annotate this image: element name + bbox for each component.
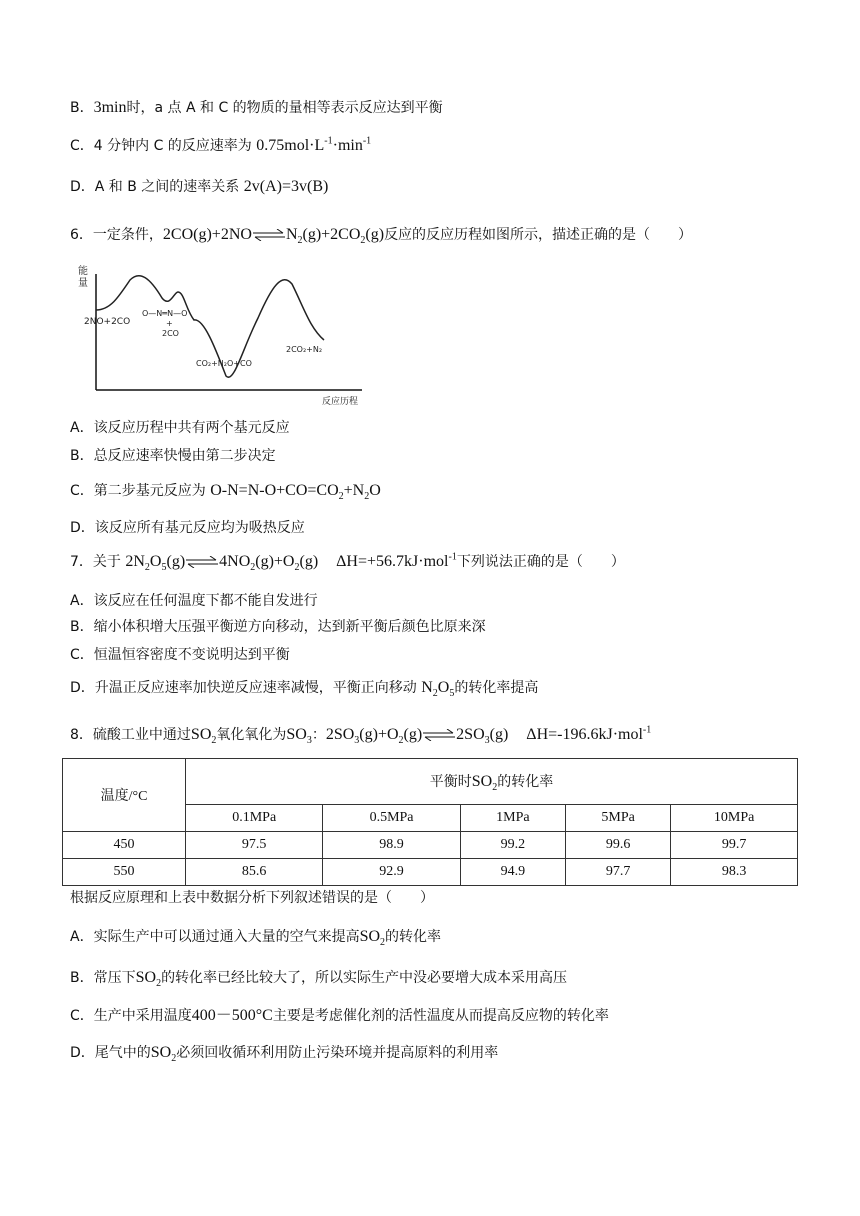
q5-option-d-relation: 2v(A)=3v(B) xyxy=(243,178,329,195)
q8-option-d-suffix: 必须回收循环利用防止污染环境并提高原料的利用率 xyxy=(176,1045,499,1061)
start-state-label: 2NO+2CO xyxy=(84,317,131,327)
q7-option-b: B．缩小体积增大压强平衡逆方向移动，达到新平衡后颜色比原来深 xyxy=(70,619,486,635)
q7d-n: N xyxy=(421,679,433,696)
q6-eq-left: 2CO(g)+2NO xyxy=(162,226,252,243)
q8-option-a-prefix: A．实际生产中可以通过通入大量的空气来提高 xyxy=(70,929,360,945)
q5-option-c-rate xyxy=(256,137,371,154)
q7-option-d-suffix: 的转化率提高 xyxy=(454,680,539,696)
rate-unit-l: 0.75mol·L xyxy=(256,137,325,154)
table-row xyxy=(63,832,798,859)
q5-option-b-text: 时，a 点 A 和 C 的物质的量相等表示反应达到平衡 xyxy=(126,100,443,116)
value-cell: 94.9 xyxy=(460,859,565,886)
q5-option-d-prefix: D．A 和 B 之间的速率关系 xyxy=(70,179,244,195)
so3-text: SO xyxy=(286,726,307,743)
q8-enthalpy: ΔH=-196.6kJ·mol xyxy=(526,726,643,743)
conv-header-sub: 2 xyxy=(492,782,498,794)
q7-eq-f: (g) xyxy=(299,553,319,570)
conversion-table xyxy=(62,758,798,886)
value-cell: 99.7 xyxy=(671,832,798,859)
q8-equation xyxy=(325,724,652,747)
q5-option-d xyxy=(70,177,328,197)
q7-eq-e: (g)+O xyxy=(255,553,295,570)
pressure-header: 0.1MPa xyxy=(186,804,323,831)
q8-eq-d: 2SO xyxy=(456,726,485,743)
temp-cell: 550 xyxy=(63,859,186,886)
value-cell: 98.3 xyxy=(671,859,798,886)
q6-eq-sub: 2 xyxy=(360,235,366,247)
so2-sub: 2 xyxy=(171,1053,177,1065)
equilibrium-arrow-icon xyxy=(186,556,218,568)
q8-option-c-prefix: C．生产中采用温度 xyxy=(70,1008,192,1024)
conv-header-so: SO xyxy=(471,773,493,791)
so2-text: SO xyxy=(359,928,381,945)
rate-unit-min: ·min xyxy=(332,137,363,154)
q6-option-c-prefix: C．第二步基元反应为 xyxy=(70,483,211,499)
table-row xyxy=(63,859,798,886)
q8-option-b xyxy=(70,968,567,988)
q6-option-d: D．该反应所有基元反应均为吸热反应 xyxy=(70,520,305,536)
q7-eq-a: 2N xyxy=(125,553,145,570)
so3-sub: 3 xyxy=(306,735,312,747)
value-cell: 99.2 xyxy=(460,832,565,859)
q8-so2 xyxy=(190,726,217,747)
y-axis-label-2: 量 xyxy=(78,278,88,289)
q7-eq-sub: 5 xyxy=(161,562,167,574)
q8-question: 根据反应原理和上表中数据分析下列叙述错误的是（ ） xyxy=(70,890,434,906)
value-cell: 92.9 xyxy=(323,859,460,886)
temp-cell: 450 xyxy=(63,832,186,859)
q5-option-c-prefix: C．4 分钟内 C 的反应速率为 xyxy=(70,138,257,154)
q8-eq-b: (g)+O xyxy=(359,726,399,743)
y-axis-label-1: 能 xyxy=(78,266,88,277)
q8-eq-e: (g) xyxy=(489,726,509,743)
q8-eq-c: (g) xyxy=(403,726,423,743)
pressure-header: 0.5MPa xyxy=(323,804,460,831)
q6c-part-c: O xyxy=(369,482,381,499)
conv-header-pre: 平衡时 xyxy=(429,775,472,791)
intermediate-label-1: O—N═N—O xyxy=(142,309,188,318)
q6-option-a: A．该反应历程中共有两个基元反应 xyxy=(70,420,290,436)
value-cell: 99.6 xyxy=(566,832,671,859)
q8-eq-sub: 3 xyxy=(484,735,490,747)
q5-option-b-time: 3min xyxy=(93,99,127,116)
q6-question-text: 反应的反应历程如图所示，描述正确的是（ ） xyxy=(384,227,693,243)
q8-colon: ： xyxy=(311,727,326,743)
table-header-row xyxy=(63,759,798,805)
q6-number: 6．一定条件， xyxy=(70,227,163,243)
q7-option-d-prefix: D．升温正反应速率加快逆反应速率减慢，平衡正向移动 xyxy=(70,680,422,696)
q6c-part-b: +N xyxy=(343,482,365,499)
q8-option-d-prefix: D．尾气中的 xyxy=(70,1045,151,1061)
q7-number: 7．关于 xyxy=(70,554,126,570)
q8-option-b-suffix: 的转化率已经比较大了，所以实际生产中没必要增大成本采用高压 xyxy=(161,970,568,986)
so2-sub: 2 xyxy=(156,978,162,990)
q7-option-d-formula xyxy=(421,679,455,700)
q7-eq-d: 4NO xyxy=(219,553,251,570)
q8-option-a xyxy=(70,927,441,947)
q6c-part-a: O-N=N-O+CO=CO xyxy=(210,482,339,499)
value-cell: 98.9 xyxy=(323,832,460,859)
q7-enthalpy: ΔH=+56.7kJ·mol xyxy=(336,553,449,570)
q6-eq-sub: 2 xyxy=(297,235,303,247)
q8-option-d xyxy=(70,1043,498,1063)
q7-eq-c: (g) xyxy=(166,553,186,570)
equilibrium-arrow-icon xyxy=(253,229,285,241)
q7-question-text: 下列说法正确的是（ ） xyxy=(456,554,625,570)
q6c-sub: 2 xyxy=(364,491,370,503)
q6-eq-n: N xyxy=(285,226,298,243)
pressure-header: 1MPa xyxy=(460,804,565,831)
rate-unit-l-exp: -1 xyxy=(324,135,333,147)
q8-number: 8．硫酸工业中通过 xyxy=(70,727,191,743)
conv-header-so2 xyxy=(471,773,498,794)
q8-option-c-suffix: 主要是考虑催化剂的活性温度从而提高反应物的转化率 xyxy=(272,1008,609,1024)
q8-option-a-suffix: 的转化率 xyxy=(385,929,442,945)
q6-stem xyxy=(70,225,692,245)
q8-enthalpy-exp: -1 xyxy=(642,724,652,736)
valley-state-label: CO₂+N₂O+CO xyxy=(196,359,252,368)
q7-equation xyxy=(125,551,457,574)
so2-sub: 2 xyxy=(380,937,386,949)
q8-stem xyxy=(70,725,651,745)
q7-eq-sub: 2 xyxy=(144,562,150,574)
intermediate-plus: + xyxy=(166,319,173,328)
equilibrium-arrow-icon xyxy=(423,729,455,741)
q5-option-c xyxy=(70,136,371,156)
q6-option-b: B．总反应速率快慢由第二步决定 xyxy=(70,448,276,464)
value-cell: 97.7 xyxy=(566,859,671,886)
q8-option-a-so2 xyxy=(359,928,386,949)
value-cell: 85.6 xyxy=(186,859,323,886)
q8-option-b-so2 xyxy=(135,969,162,990)
so2-text: SO xyxy=(150,1044,172,1061)
q8-eq-a: 2SO xyxy=(325,726,355,743)
rate-unit-min-exp: -1 xyxy=(362,135,372,147)
so2-text: SO xyxy=(190,726,212,743)
q7-stem xyxy=(70,552,625,572)
conv-header-post: 的转化率 xyxy=(497,775,554,791)
q7-eq-sub: 2 xyxy=(250,562,256,574)
q7-option-d xyxy=(70,678,538,698)
q7d-sub: 2 xyxy=(432,688,438,700)
q7-enthalpy-exp: -1 xyxy=(448,551,457,563)
so2-sub: 2 xyxy=(211,735,217,747)
conversion-header xyxy=(186,759,798,805)
q7-eq-sub: 2 xyxy=(294,562,300,574)
intermediate-label-2: 2CO xyxy=(162,329,179,338)
q7-option-a: A．该反应在任何温度下都不能自发进行 xyxy=(70,593,318,609)
q7d-o: O xyxy=(437,679,450,696)
q8-so3 xyxy=(286,726,312,747)
q6-option-c-equation xyxy=(210,482,381,503)
q6-eq-mid: (g)+2CO xyxy=(302,226,361,243)
end-state-label: 2CO₂+N₂ xyxy=(286,345,323,354)
q8-eq-sub: 2 xyxy=(398,735,404,747)
q7-eq-b: O xyxy=(149,553,162,570)
q6-equation xyxy=(162,226,385,247)
q5-option-b xyxy=(70,98,443,118)
energy-profile-diagram xyxy=(78,258,378,408)
so2-text: SO xyxy=(135,969,157,986)
q8-option-d-so2 xyxy=(150,1044,177,1065)
q7d-sub: 5 xyxy=(449,688,455,700)
q6-option-c xyxy=(70,481,381,501)
temp-header: 温度/°C xyxy=(63,759,186,832)
value-cell: 97.5 xyxy=(186,832,323,859)
q7-option-c: C．恒温恒容密度不变说明达到平衡 xyxy=(70,647,290,663)
q6c-sub: 2 xyxy=(338,491,344,503)
q8-eq-sub: 3 xyxy=(354,735,360,747)
q8-option-c-range: 400－500°C xyxy=(191,1007,273,1024)
q6-eq-tail: (g) xyxy=(365,226,385,243)
pressure-header: 5MPa xyxy=(566,804,671,831)
q8-mid-text: 氧化氧化为 xyxy=(216,727,287,743)
q8-option-b-prefix: B．常压下 xyxy=(70,970,136,986)
pressure-header: 10MPa xyxy=(671,804,798,831)
q8-option-c xyxy=(70,1006,609,1026)
q5-option-b-prefix: B． xyxy=(70,100,94,116)
x-axis-label: 反应历程 xyxy=(322,397,359,407)
